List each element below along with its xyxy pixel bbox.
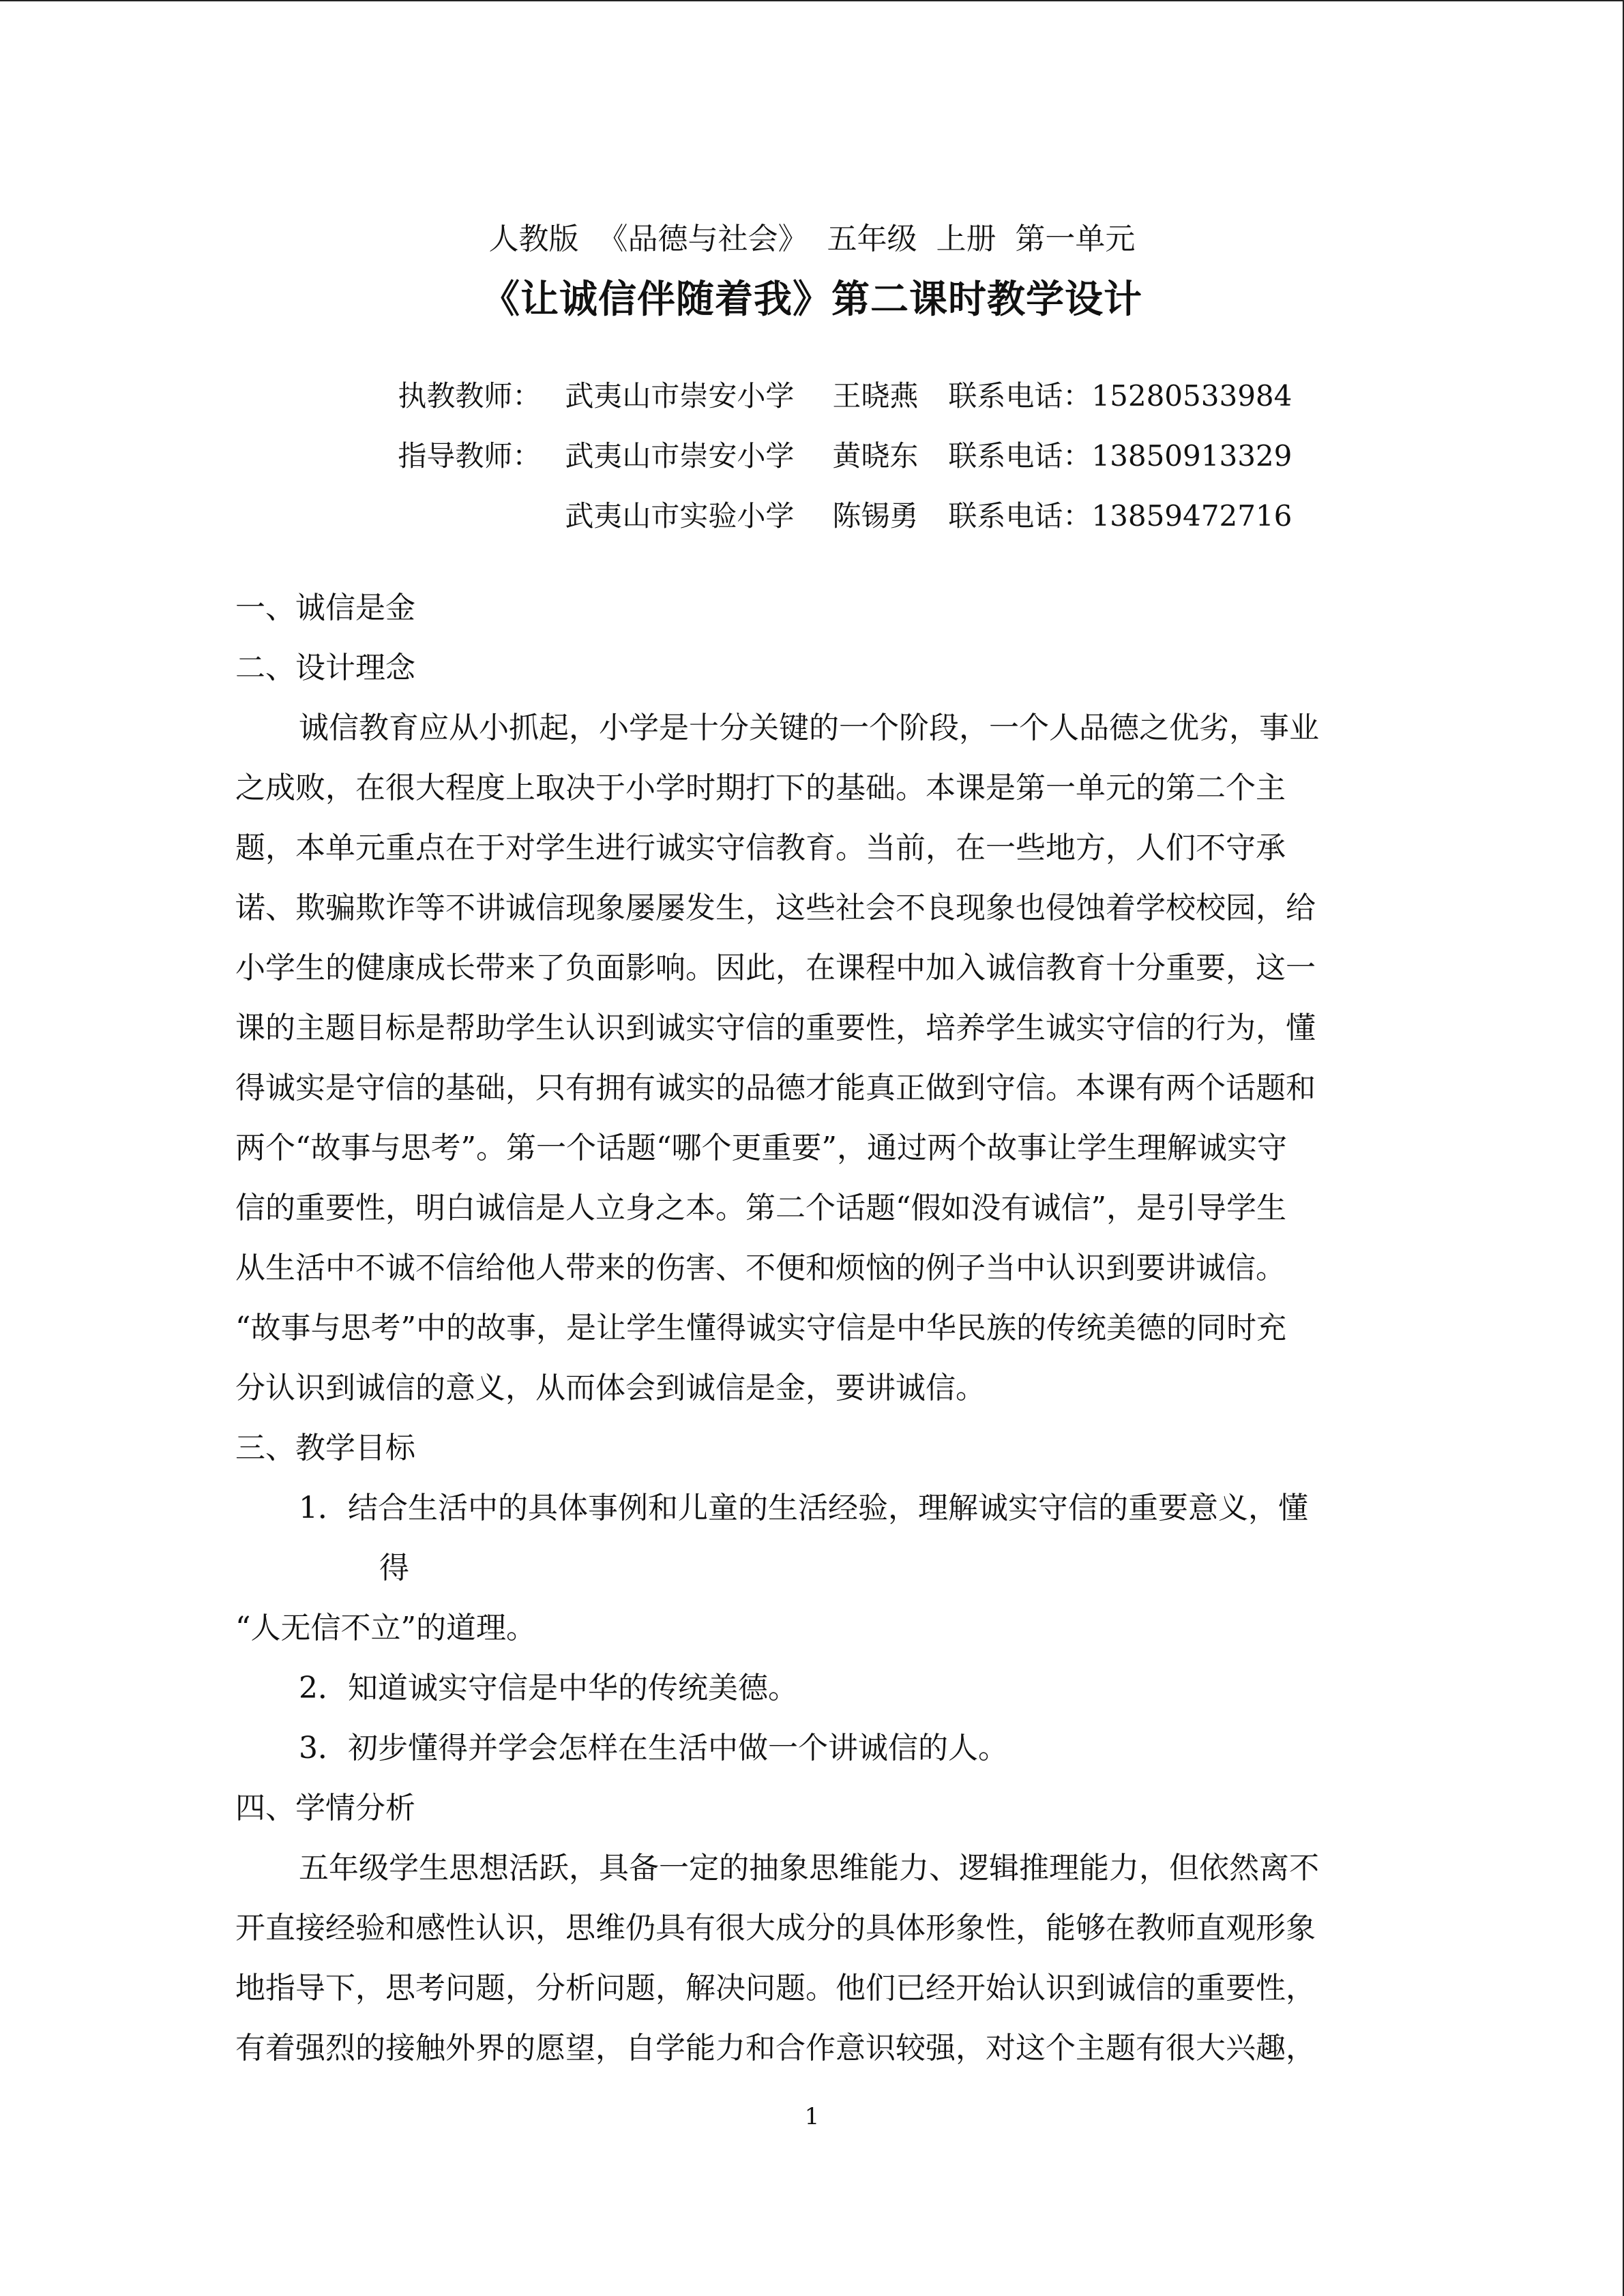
staff-line-advisor-2 xyxy=(529,460,1292,568)
paragraph-line: 地指导下，思考问题，分析问题，解决问题。他们已经开始认识到诚信的重要性， xyxy=(235,1971,1316,2006)
staff-name: 王晓燕 xyxy=(832,379,919,413)
page-number: 1 xyxy=(804,2103,820,2130)
paragraph-line: 课的主题目标是帮助学生认识到诚实守信的重要性，培养学生诚实守信的行为，懂 xyxy=(235,1011,1316,1045)
paragraph-line: 五年级学生思想活跃，具备一定的抽象思维能力、逻辑推理能力，但依然离不 xyxy=(299,1851,1319,1885)
staff-phone-label: 联系电话： xyxy=(948,439,1092,473)
paragraph-line: 之成败，在很大程度上取决于小学时期打下的基础。本课是第一单元的第二个主 xyxy=(235,771,1286,805)
objective-item-2: 2．知道诚实守信是中华的传统美德。 xyxy=(299,1671,798,1705)
paragraph-line: 两个“故事与思考”。第一个话题“哪个更重要”，通过两个故事让学生理解诚实守 xyxy=(235,1131,1287,1165)
paragraph-line: 诺、欺骗欺诈等不讲诚信现象屡屡发生，这些社会不良现象也侵蚀着学校校园，给 xyxy=(235,891,1316,925)
subject-line: 人教版 《品德与社会》 五年级 上册 第一单元 xyxy=(488,222,1136,256)
paragraph-line: 题，本单元重点在于对学生进行诚实守信教育。当前，在一些地方，人们不守承 xyxy=(235,831,1286,865)
staff-school: 武夷山市实验小学 xyxy=(565,499,795,533)
objective-item-3: 3．初步懂得并学会怎样在生活中做一个讲诚信的人。 xyxy=(299,1731,1008,1765)
staff-role: 指导教师： xyxy=(398,439,542,473)
paragraph-line: 分认识到诚信的意义，从而体会到诚信是金，要讲诚信。 xyxy=(235,1371,986,1405)
staff-school: 武夷山市崇安小学 xyxy=(565,379,795,413)
staff-phone-label: 联系电话： xyxy=(948,499,1092,533)
staff-phone-label: 联系电话： xyxy=(948,379,1092,413)
staff-phone: 13859472716 xyxy=(1091,499,1293,533)
paragraph-line: 得诚实是守信的基础，只有拥有诚实的品德才能真正做到守信。本课有两个话题和 xyxy=(235,1071,1316,1105)
staff-school: 武夷山市崇安小学 xyxy=(565,439,795,473)
staff-phone: 15280533984 xyxy=(1091,379,1293,413)
paragraph-line: 小学生的健康成长带来了负面影响。因此，在课程中加入诚信教育十分重要，这一 xyxy=(235,951,1316,985)
staff-phone: 13850913329 xyxy=(1091,439,1293,473)
staff-name: 陈锡勇 xyxy=(832,499,919,533)
objective-item-1-continuation: “人无信不立”的道理。 xyxy=(235,1611,536,1645)
paragraph-line: 从生活中不诚不信给他人带来的伤害、不便和烦恼的例子当中认识到要讲诚信。 xyxy=(235,1251,1286,1285)
staff-role: 执教教师： xyxy=(398,379,542,413)
objective-item-1: 1．结合生活中的具体事例和儿童的生活经验，理解诚实守信的重要意义，懂 xyxy=(299,1491,1308,1525)
paragraph-line: 有着强烈的接触外界的愿望，自学能力和合作意识较强，对这个主题有很大兴趣， xyxy=(235,2031,1316,2066)
paragraph-line: 诚信教育应从小抓起，小学是十分关键的一个阶段，一个人品德之优劣，事业 xyxy=(299,711,1319,745)
objective-item-1-wrap: 得 xyxy=(379,1551,409,1585)
staff-name: 黄晓东 xyxy=(832,439,919,473)
section-heading-2: 二、设计理念 xyxy=(235,651,415,685)
paragraph-line: “故事与思考”中的故事，是让学生懂得诚实守信是中华民族的传统美德的同时充 xyxy=(235,1311,1286,1345)
paragraph-line: 开直接经验和感性认识，思维仍具有很大成分的具体形象性，能够在教师直观形象 xyxy=(235,1911,1316,1945)
section-heading-4: 四、学情分析 xyxy=(235,1791,415,1825)
section-heading-1: 一、诚信是金 xyxy=(235,591,415,625)
paragraph-line: 信的重要性，明白诚信是人立身之本。第二个话题“假如没有诚信”，是引导学生 xyxy=(235,1191,1286,1225)
section-heading-3: 三、教学目标 xyxy=(235,1431,415,1465)
document-title: 《让诚信伴随着我》第二课时教学设计 xyxy=(482,277,1142,322)
